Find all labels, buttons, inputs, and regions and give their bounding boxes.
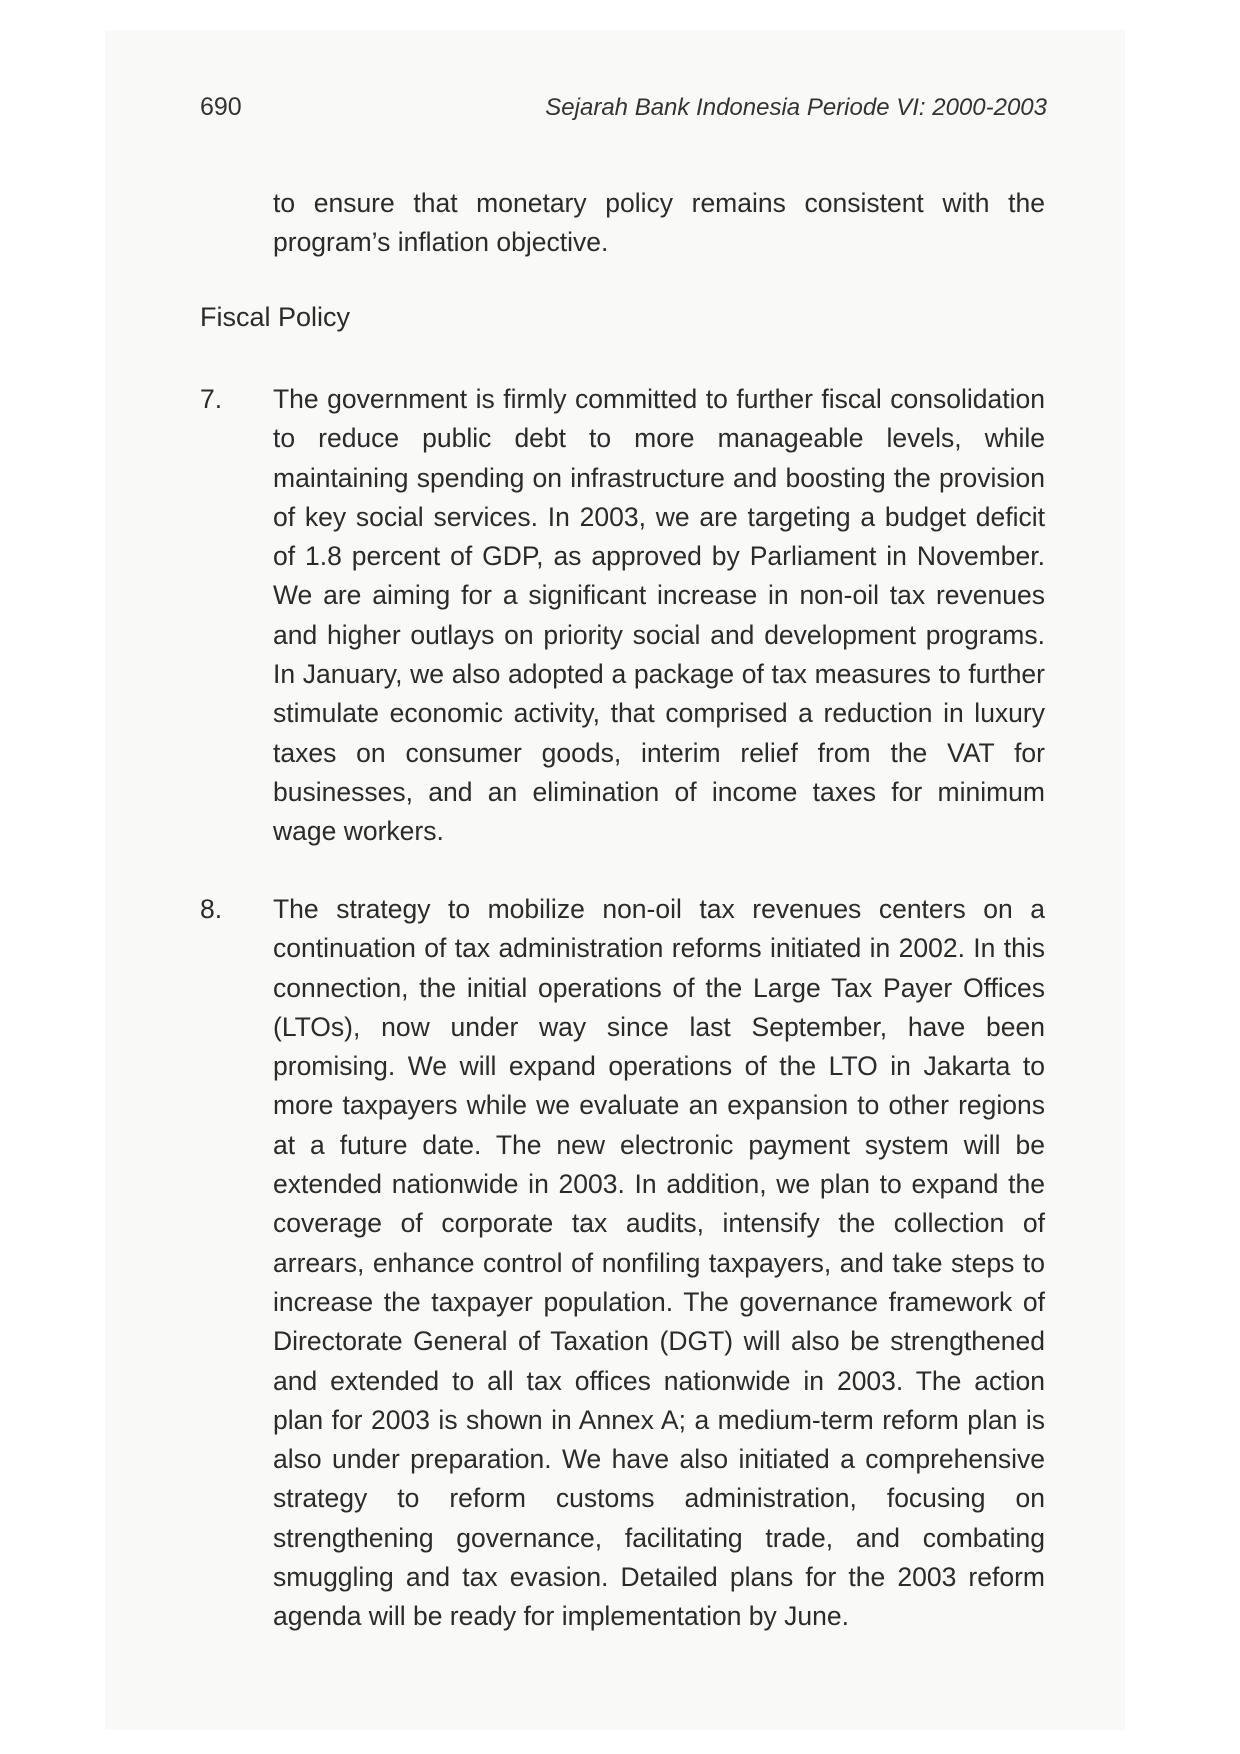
section-heading: Fiscal Policy [200, 302, 351, 332]
running-title: Sejarah Bank Indonesia Periode VI: 2000-2003 [545, 94, 1047, 121]
paragraph-text: The government is firmly committed to further fiscal consolidation to reduce public debt to more manageable levels, while maintaining spending on infrastructure and boosting the provision of key social services. In 2003, we are targeting a budget deficit of 1.8 percent of GDP, as approved by Parliament in November. We are aiming for a significant increase in non-oil tax revenues and higher outlays on priority social and development programs. In January, we also adopted a package of tax measures to further stimulate economic activity, that comprised a reduction in luxury taxes on consumer goods, interim relief from the VAT for businesses, and an elimination of income taxes for minimum wage workers. [273, 384, 1045, 847]
page-number: 690 [200, 93, 242, 121]
continued-paragraph: to ensure that monetary policy remains consistent with the program’s inflation objective. [273, 188, 1045, 258]
paragraph-number: 8. [200, 894, 223, 924]
numbered-paragraph [200, 380, 1045, 852]
paragraph-text: The strategy to mobilize non-oil tax revenues centers on a continuation of tax administration reforms initiated in 2002. In this connection, the initial operations of the Large Tax Payer Offices (LTOs), now under way since last September, have been promising. We will expand operations of the LTO in Jakarta to more taxpayers while we evaluate an expansion to other regions at a future date. The new electronic payment system will be extended nationwide in 2003. In addition, we plan to expand the coverage of corporate tax audits, intensify the collection of arrears, enhance control of nonfiling taxpayers, and take steps to increase the taxpayer population. The governance framework of Directorate General of Taxation (DGT) will also be strengthened and extended to all tax offices nationwide in 2003. The action plan for 2003 is shown in Annex A; a medium-term reform plan is also under preparation. We have also initiated a comprehensive strategy to reform customs administration, focusing on strengthening governance, facilitating trade, and combating smuggling and tax evasion. Detailed plans for the 2003 reform agenda will be ready for implementation by June. [273, 894, 1045, 1632]
paragraph-number: 7. [200, 384, 223, 414]
numbered-paragraph [200, 890, 1045, 1637]
